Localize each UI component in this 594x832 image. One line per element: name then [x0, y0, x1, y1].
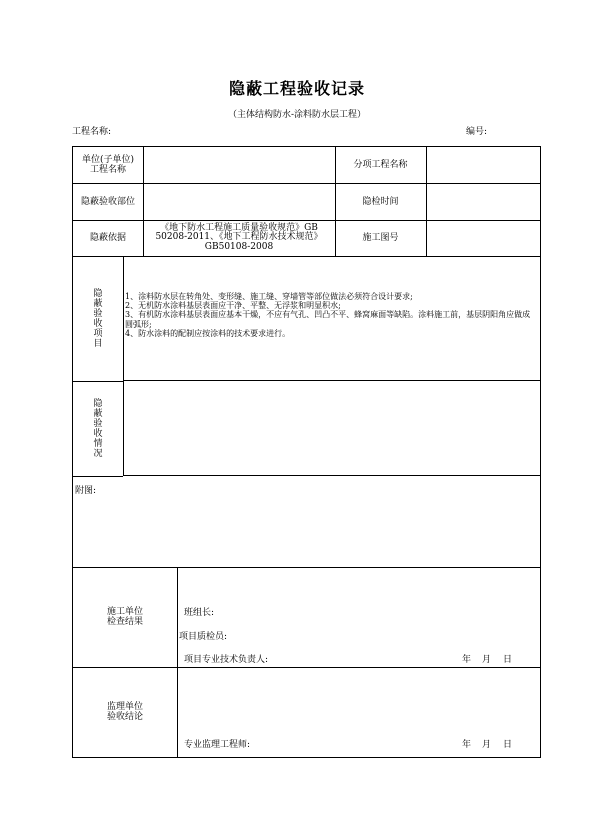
supervision-label-line1: 监理单位 — [106, 702, 143, 712]
situation-label-char-5: 情 — [93, 438, 103, 449]
inspection-item-4: 4、防水涂料的配制应按涂料的技术要求进行。 — [125, 328, 291, 338]
items-label-char-1: 隐 — [93, 288, 103, 299]
situation-label-char-6: 况 — [93, 448, 103, 459]
basis-text — [143, 220, 335, 256]
situation-label-char-3: 验 — [93, 418, 103, 429]
team-leader-label: 班组长: — [184, 608, 215, 618]
tech-lead-label: 项目专业技术负责人: — [184, 655, 269, 665]
items-label-char-3: 验 — [93, 308, 103, 319]
drawing-number-label: 施工图号 — [362, 233, 399, 243]
supervision-label-line2: 验收结论 — [106, 712, 143, 722]
inspection-form — [72, 146, 541, 758]
inspection-situation-label — [73, 381, 123, 476]
supervision-date-month: 月 — [482, 740, 492, 750]
unit-name-label-line1: 单位(子单位) — [81, 155, 135, 165]
unit-name-field[interactable] — [143, 147, 335, 183]
inspection-time-field[interactable] — [426, 183, 540, 220]
inspection-situation-field[interactable] — [123, 381, 540, 475]
supervision-date-year: 年 — [462, 740, 472, 750]
items-label-char-6: 目 — [93, 338, 103, 349]
supervising-engineer-label: 专业监理工程师: — [184, 740, 251, 750]
hidden-part-field[interactable] — [143, 183, 335, 220]
basis-text-line3: GB50108-2008 — [204, 241, 274, 252]
attachment-label: 附图: — [75, 486, 97, 496]
situation-label-char-1: 隐 — [93, 398, 103, 409]
construction-date-day: 日 — [503, 655, 513, 665]
supervision-unit-label — [73, 667, 177, 757]
items-label-char-4: 收 — [93, 318, 103, 329]
items-label-char-2: 蔽 — [93, 298, 103, 309]
inspection-item-2: 2、无机防水涂料基层表面应干净、平整、无浮浆和明显积水; — [125, 301, 341, 311]
basis-text-line1: 《地下防水工程施工质量验收规范》GB — [160, 222, 318, 233]
inspection-item-1: 1、涂料防水层在转角处、变形缝、施工缝、穿墙管等部位做法必须符合设计要求; — [125, 292, 413, 301]
construction-date-month: 月 — [482, 655, 492, 665]
unit-name-label — [73, 147, 143, 183]
construction-date-year: 年 — [462, 655, 472, 665]
subitem-name-label: 分项工程名称 — [353, 160, 408, 170]
subitem-name-field[interactable] — [426, 147, 540, 183]
construction-label-line2: 检查结果 — [106, 617, 143, 627]
inspection-time-label: 隐检时间 — [362, 196, 399, 207]
construction-unit-label — [73, 567, 177, 667]
number-label: 编号: — [466, 127, 488, 137]
project-name-label: 工程名称: — [72, 127, 112, 137]
attachment-area[interactable] — [73, 497, 540, 567]
drawing-number-field[interactable] — [426, 220, 540, 256]
basis-label: 隐蔽依据 — [89, 233, 126, 243]
situation-label-char-2: 蔽 — [93, 408, 103, 419]
construction-label-line1: 施工单位 — [106, 607, 143, 617]
unit-name-label-line2: 工程名称 — [89, 165, 126, 175]
inspection-items-label — [73, 256, 123, 381]
document-subtitle: （主体结构防水-涂料防水层工程） — [227, 110, 367, 120]
situation-label-char-4: 收 — [93, 428, 103, 439]
basis-text-line2: 50208-2011、《地下工程防水技术规范》 — [155, 232, 323, 243]
supervision-date-day: 日 — [503, 740, 513, 750]
items-label-char-5: 项 — [93, 328, 103, 339]
inspection-items-list — [125, 292, 533, 338]
quality-inspector-label: 项目质检员: — [179, 632, 228, 642]
hidden-part-label: 隐蔽验收部位 — [80, 196, 135, 207]
inspection-item-3: 3、有机防水涂料基层表面应基本干燥，不应有气孔、凹凸不平、蜂窝麻面等缺陷。涂料施工前，基层阴阳角应做成圆弧形; — [125, 310, 531, 329]
document-title: 隐蔽工程验收记录 — [228, 79, 365, 98]
